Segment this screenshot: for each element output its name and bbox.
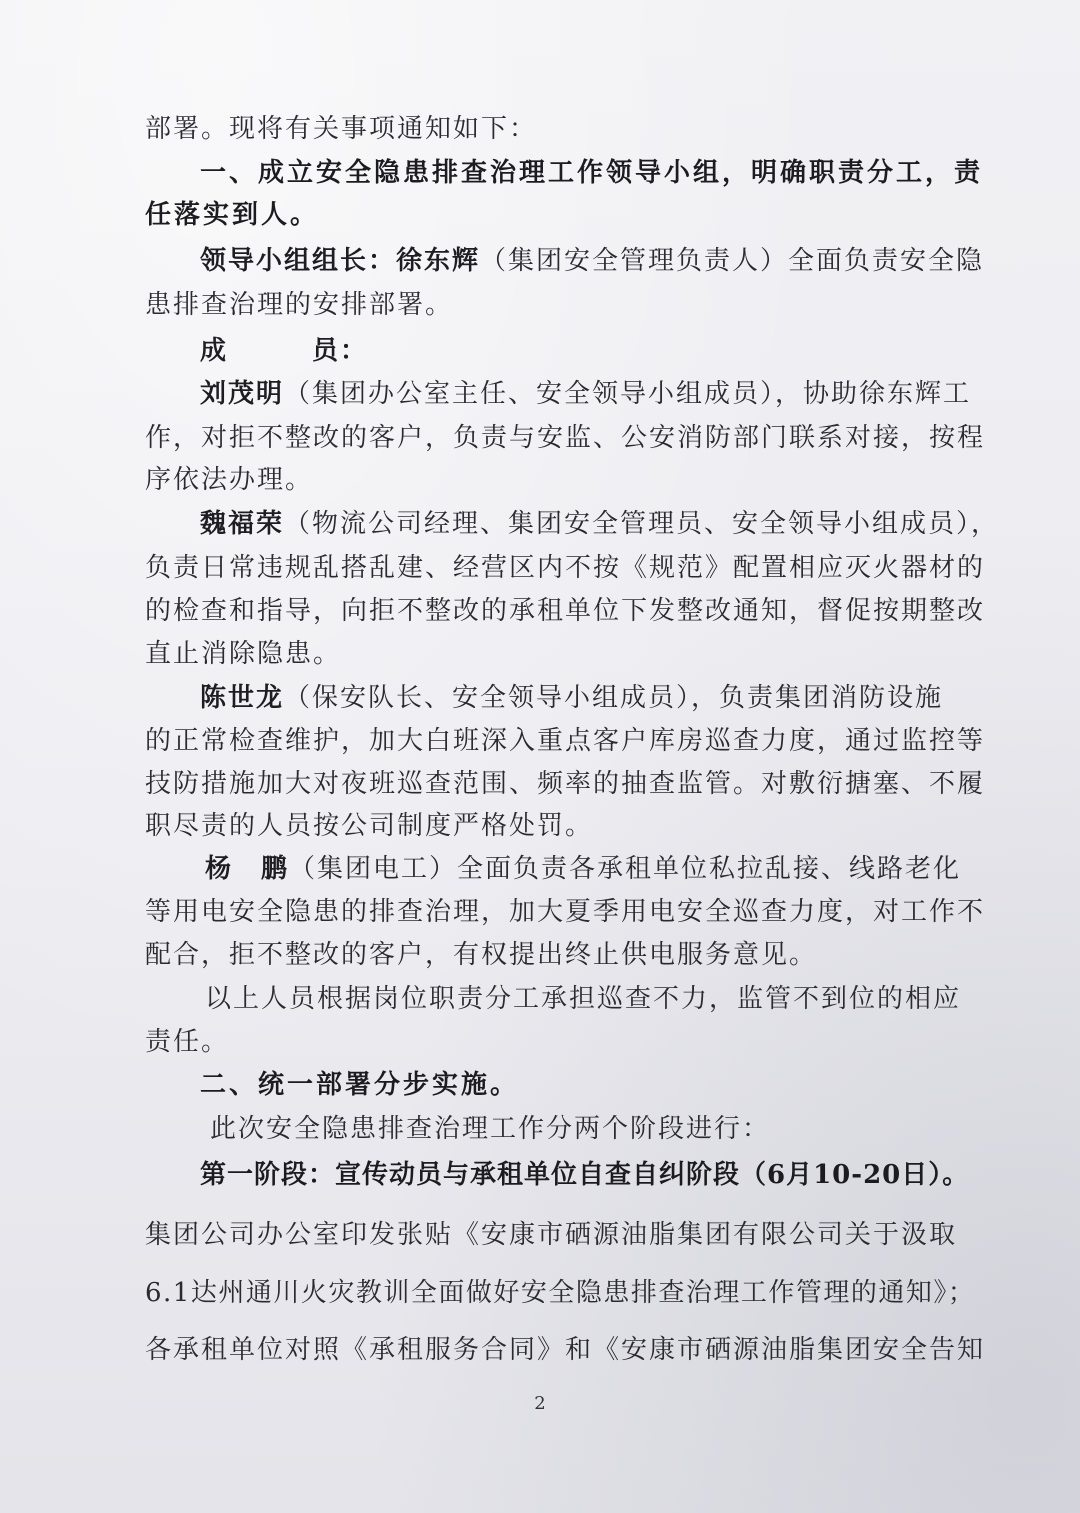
member-role: （集团电工）全面负责各承租单位私拉乱接、线路老化 (289, 854, 962, 884)
member-role: （保安队长、安全领导小组成员），负责集团消防设施 (284, 683, 944, 713)
member-name: 刘茂明 (200, 379, 285, 409)
text-line: 部署。现将有关事项通知如下： (145, 114, 538, 144)
text-line: 此次安全隐患排查治理工作分两个阶段进行： (210, 1114, 771, 1144)
text-line (200, 681, 945, 715)
text-line: 的检查和指导，向拒不整改的承租单位下发整改通知，督促按期整改 (145, 596, 986, 626)
text-line: 序依法办理。 (145, 465, 314, 495)
section-heading-1: 一、成立安全隐患排查治理工作领导小组，明确职责分工，责 (200, 158, 984, 188)
member-role: （集团办公室主任、安全领导小组成员），协助徐东辉工 (284, 379, 972, 409)
members-label: 成 员： (200, 336, 369, 366)
section-heading-2: 二、统一部署分步实施。 (200, 1070, 520, 1100)
text-line: 技防措施加大对夜班巡查范围、频率的抽查监管。对敷衍搪塞、不履 (145, 769, 986, 799)
text-line: 以上人员根据岗位职责分工承担巡查不力，监管不到位的相应 (205, 984, 962, 1014)
member-name: 魏福荣 (200, 509, 285, 539)
text-line (200, 244, 985, 278)
member-role: （物流公司经理、集团安全管理员、安全领导小组成员）， (284, 509, 1000, 539)
text-line: 作，对拒不整改的客户，负责与安监、公安消防部门联系对接，按程 (145, 423, 986, 453)
text-line: 配合，拒不整改的客户，有权提出终止供电服务意见。 (145, 940, 818, 970)
text-line: 负责日常违规乱搭乱建、经营区内不按《规范》配置相应灭火器材的 (145, 553, 986, 583)
text-line (205, 852, 962, 886)
leader-name: 领导小组组长：徐东辉 (200, 246, 481, 276)
text-line: 患排查治理的安排部署。 (145, 290, 454, 320)
member-name: 陈世龙 (200, 683, 285, 713)
text-line: 直止消除隐患。 (145, 639, 342, 669)
text-line: 责任。 (145, 1027, 230, 1057)
member-name: 杨 鹏 (205, 854, 290, 884)
text-line: 的正常检查维护，加大白班深入重点客户库房巡查力度，通过监控等 (145, 726, 986, 756)
text-line (200, 377, 972, 411)
page-number: 2 (534, 1393, 546, 1414)
leader-role: （集团安全管理负责人）全面负责安全隐 (480, 246, 985, 276)
text-line: 等用电安全隐患的排查治理，加大夏季用电安全巡查力度，对工作不 (145, 897, 986, 927)
text-line: 各承租单位对照《承租服务合同》和《安康市硒源油脂集团安全告知 (145, 1335, 986, 1365)
phase-one-heading: 第一阶段：宣传动员与承租单位自查自纠阶段（6月10-20日）。 (200, 1160, 970, 1190)
text-line: 职尽责的人员按公司制度严格处罚。 (145, 811, 594, 841)
text-line (200, 507, 1000, 541)
section-heading-1-cont: 任落实到人。 (145, 200, 320, 230)
text-line: 集团公司办公室印发张贴《安康市硒源油脂集团有限公司关于汲取 (145, 1220, 958, 1250)
text-line: 6.1达州通川火灾教训全面做好安全隐患排查治理工作管理的通知》； (145, 1278, 976, 1308)
